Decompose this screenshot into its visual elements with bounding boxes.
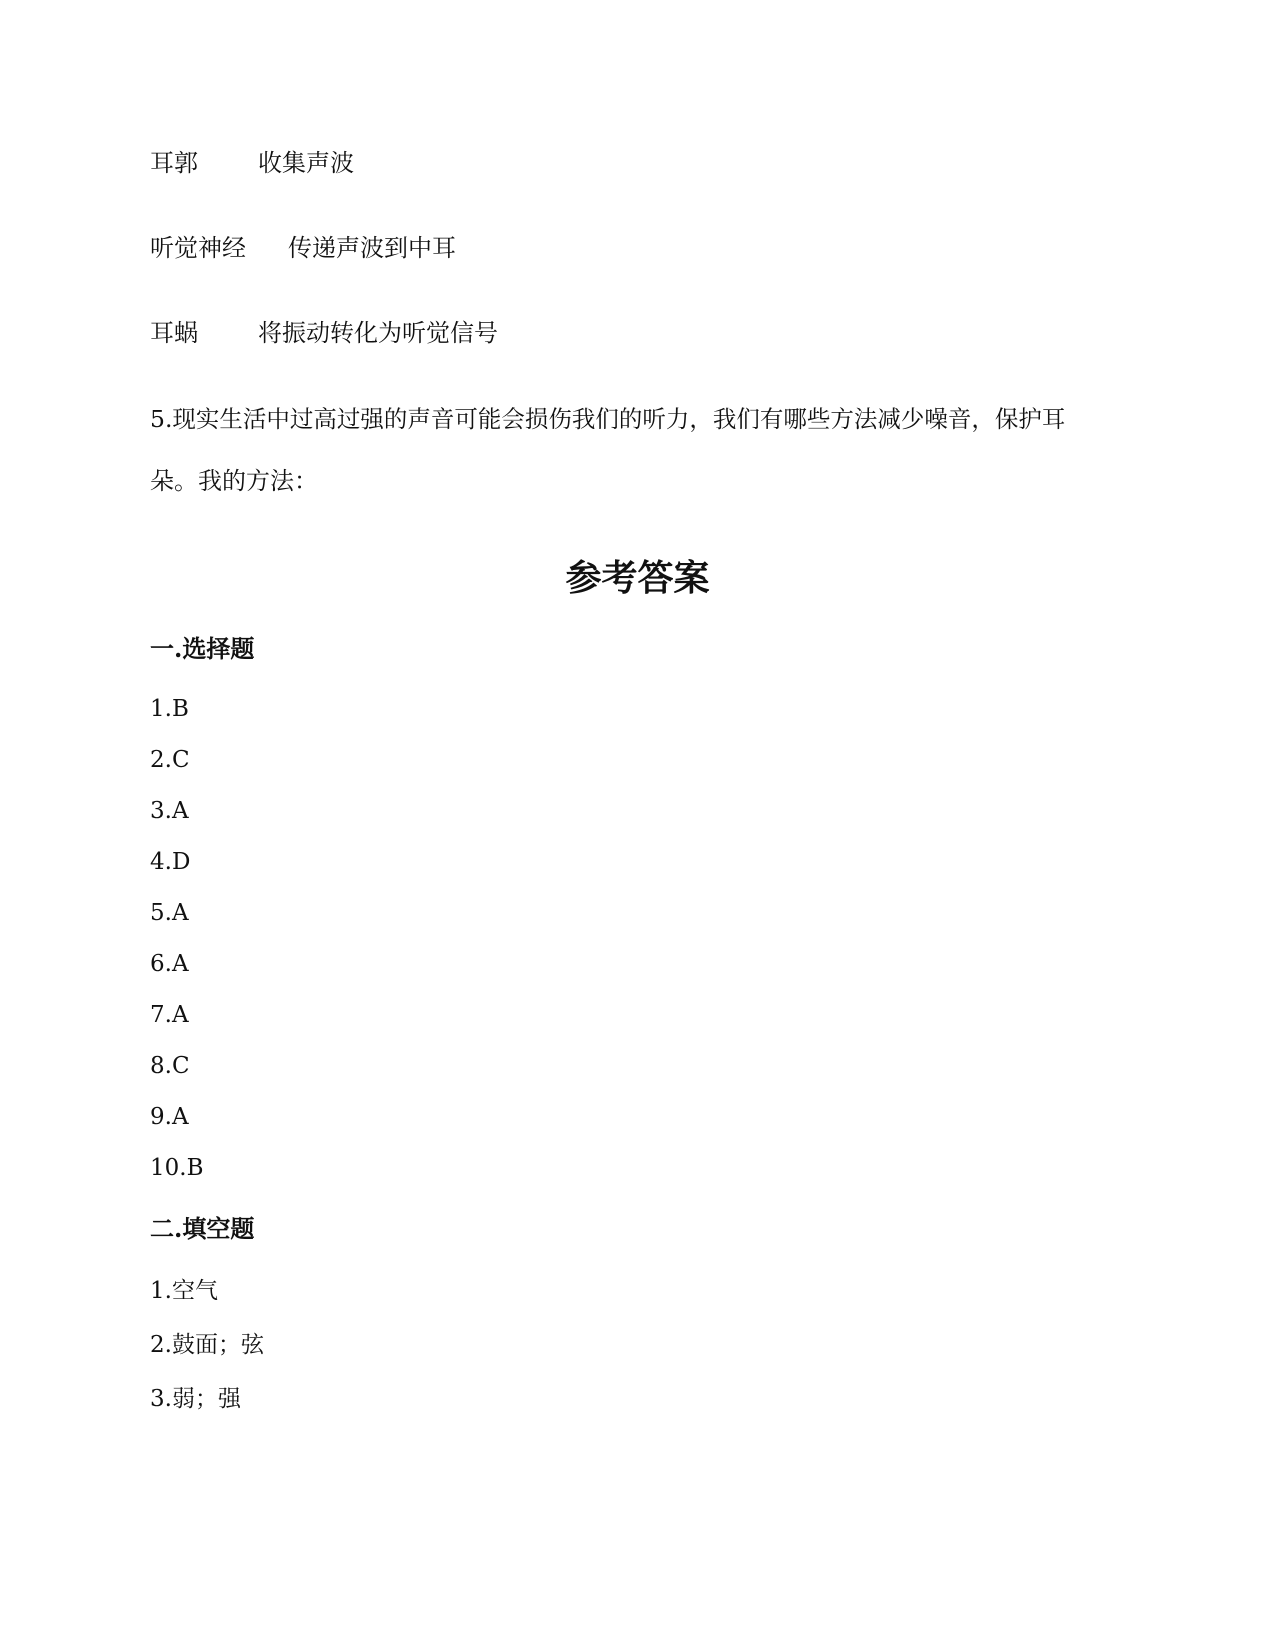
answer-item: 7.A	[150, 1002, 189, 1028]
matching-definition: 传递声波到中耳	[288, 234, 456, 262]
answers-title: 参考答案	[565, 557, 710, 599]
matching-term: 听觉神经	[150, 234, 246, 262]
answer-item: 1.空气	[150, 1278, 218, 1304]
matching-row	[150, 148, 354, 178]
answer-item: 3.弱；强	[150, 1386, 241, 1412]
matching-definition: 将振动转化为听觉信号	[258, 319, 498, 347]
matching-term: 耳郭	[150, 149, 198, 177]
matching-definition: 收集声波	[258, 149, 354, 177]
answer-item: 8.C	[150, 1053, 190, 1079]
answer-item: 3.A	[150, 798, 189, 824]
answer-item: 1.B	[150, 696, 189, 722]
matching-term: 耳蜗	[150, 319, 198, 347]
matching-row	[150, 318, 498, 348]
matching-row	[150, 233, 456, 263]
question-5-line-1: 5.现实生活中过高过强的声音可能会损伤我们的听力，我们有哪些方法减少噪音，保护耳	[150, 405, 1066, 433]
answer-item: 10.B	[150, 1155, 204, 1181]
section-fill-in-title: 二.填空题	[150, 1214, 255, 1243]
question-5-line-2: 朵。我的方法：	[150, 467, 318, 495]
answer-item: 5.A	[150, 900, 189, 926]
answer-item: 4.D	[150, 849, 191, 875]
answer-item: 9.A	[150, 1104, 189, 1130]
answer-item: 2.C	[150, 747, 190, 773]
answer-item: 2.鼓面；弦	[150, 1332, 264, 1358]
answer-item: 6.A	[150, 951, 189, 977]
section-multiple-choice-title: 一.选择题	[150, 634, 255, 663]
